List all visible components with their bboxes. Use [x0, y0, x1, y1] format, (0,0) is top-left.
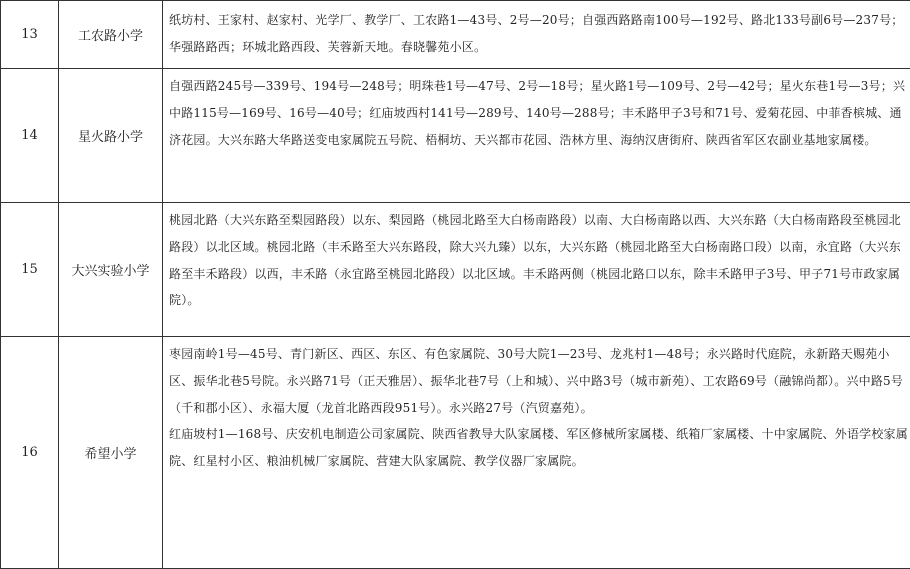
- row-number: 16: [1, 337, 59, 569]
- enrollment-area: [163, 69, 910, 203]
- table-row: [1, 69, 910, 203]
- school-name: 大兴实验小学: [59, 203, 163, 337]
- enrollment-area: [163, 1, 910, 69]
- area-paragraph: 桃园北路（大兴东路至梨园路段）以东、梨园路（桃园北路至大白杨南路段）以南、大白杨南路以西、大兴东路（大白杨南路段至桃园北路段）以北区域。桃园北路（丰禾路至大兴东路段，除大兴九臻）以东，大兴东路（桃园北路至大白杨南路口段）以南，永宜路（大兴东路至丰禾路段）以西，丰禾路（永宜路至桃园北路段）以北区域。丰禾路两侧（桃园北路口以东，除丰禾路甲子3号、甲子71号市政家属院）。: [169, 207, 910, 314]
- area-paragraph: 枣园南岭1号—45号、青门新区、西区、东区、有色家属院、30号大院1—23号、龙兆村1—48号；永兴路时代庭院，永新路天赐苑小区、振华北巷5号院。永兴路71号（正天雅居）、振华北巷7号（上和城）、兴中路3号（城市新苑）、工农路69号（融锦尚都）。兴中路5号（千和郡小区）、永福大厦（龙首北路西段951号）。永兴路27号（汽贸嘉苑）。: [169, 341, 910, 421]
- table-row: [1, 203, 910, 337]
- school-name: 希望小学: [59, 337, 163, 569]
- row-number: 14: [1, 69, 59, 203]
- enrollment-area: [163, 203, 910, 337]
- area-paragraph: 自强西路245号—339号、194号—248号；明珠巷1号—47号、2号—18号；星火路1号—109号、2号—42号；星火东巷1号—3号；兴中路115号—169号、16号—40号；红庙坡西村141号—289号、140号—288号；丰禾路甲子3号和71号、爱菊花园、中菲香槟城、通济花园。大兴东路大华路送变电家属院五号院、梧桐坊、天兴都市花园、浩林方里、海纳汉唐街府、陕西省军区农副业基地家属楼。: [169, 73, 910, 153]
- row-number: 15: [1, 203, 59, 337]
- table-row: [1, 1, 910, 69]
- area-paragraph: 纸坊村、王家村、赵家村、光学厂、教学厂、工农路1—43号、2号—20号；自强西路路南100号—192号、路北133号副6号—237号；华强路路西；环城北路西段、芙蓉新天地。春晓馨苑小区。: [169, 7, 910, 61]
- table-row: [1, 337, 910, 569]
- row-number: 13: [1, 1, 59, 69]
- enrollment-area: [163, 337, 910, 569]
- school-name: 工农路小学: [59, 1, 163, 69]
- area-paragraph: 红庙坡村1—168号、庆安机电制造公司家属院、陕西省教导大队家属楼、军区修械所家属楼、纸箱厂家属楼、十中家属院、外语学校家属院、红星村小区、粮油机械厂家属院、营建大队家属院、教学仪器厂家属院。: [169, 421, 910, 475]
- school-name: 星火路小学: [59, 69, 163, 203]
